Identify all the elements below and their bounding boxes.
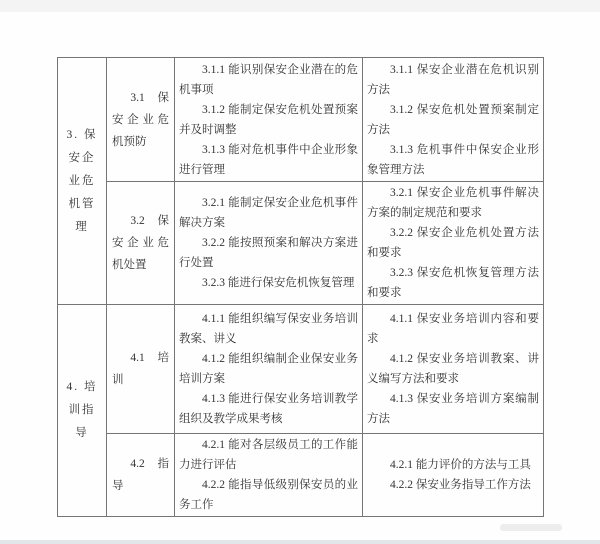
knowledge-item: 4.2.2 保安业务指导工作方法	[390, 479, 531, 491]
scan-artifact	[500, 524, 562, 531]
skill-item: 4.1.3 能进行保安业务培训教学组织及教学成果考核	[179, 393, 358, 425]
knowledge-cell-3-1	[363, 58, 544, 182]
task-label: 4.1 培训	[112, 352, 169, 386]
knowledge-item: 3.1.2 保安危机处置预案制定方法	[367, 103, 539, 136]
knowledge-item: 4.1.3 保安业务培训方案编制方法	[367, 393, 539, 425]
knowledge-cell-3-2	[363, 182, 544, 305]
skill-item: 3.2.1 能制定保安企业危机事件解决方案	[179, 197, 358, 229]
skill-item: 3.2.3 能进行保安危机恢复管理	[202, 277, 355, 289]
skill-item: 3.1.3 能对危机事件中企业形象进行管理	[179, 143, 358, 176]
skill-item: 4.1.1 能组织编写保安业务培训教案、讲义	[179, 313, 358, 345]
knowledge-cell-4-1	[363, 305, 544, 434]
skill-item: 4.2.1 能对各层级员工的工作能力进行评估	[179, 439, 358, 471]
skill-item: 3.2.2 能按照预案和解决方案进行处置	[179, 237, 358, 269]
skill-item: 3.1.1 能识别保安企业潜在的危机事项	[179, 63, 358, 96]
task-label: 4.2 指导	[112, 458, 169, 492]
table-row	[58, 434, 544, 517]
task-cell-4-1	[107, 305, 175, 434]
scan-top-band	[0, 0, 600, 12]
knowledge-item: 4.2.1 能力评价的方法与工具	[390, 459, 531, 471]
function-cell-training-guidance: 4. 培训指导	[58, 305, 107, 517]
skills-cell-4-2	[175, 434, 363, 517]
knowledge-item: 4.1.1 保安业务培训内容和要求	[367, 313, 539, 345]
table-row	[58, 182, 544, 305]
task-cell-3-1	[107, 58, 175, 182]
knowledge-item: 3.1.1 保安企业潜在危机识别方法	[367, 63, 539, 96]
task-cell-3-2	[107, 182, 175, 305]
skill-requirements-table	[57, 57, 544, 517]
skills-cell-3-2	[175, 182, 363, 305]
knowledge-item: 4.1.2 保安业务培训教案、讲义编写方法和要求	[367, 353, 539, 385]
knowledge-cell-4-2	[363, 434, 544, 517]
knowledge-item: 3.1.3 危机事件中保安企业形象管理方法	[367, 143, 539, 176]
skill-item: 4.1.2 能组织编制企业保安业务培训方案	[179, 353, 358, 385]
skill-item: 4.2.2 能指导低级别保安员的业务工作	[179, 479, 358, 511]
function-cell-crisis-management: 3. 保安企业危机管理	[58, 58, 107, 305]
knowledge-item: 3.2.2 保安企业危机处置方法和要求	[367, 227, 539, 259]
task-cell-4-2	[107, 434, 175, 517]
table-row	[58, 58, 544, 182]
skills-cell-4-1	[175, 305, 363, 434]
scan-bottom-edge	[0, 540, 600, 544]
table-row	[58, 305, 544, 434]
skills-cell-3-1	[175, 58, 363, 182]
skill-item: 3.1.2 能制定保安危机处置预案并及时调整	[179, 103, 358, 136]
knowledge-item: 3.2.1 保安企业危机事件解决方案的制定规范和要求	[367, 187, 539, 219]
task-label: 3.1 保安企业危机预防	[112, 91, 169, 148]
knowledge-item: 3.2.3 保安危机恢复管理方法和要求	[367, 267, 539, 299]
task-label: 3.2 保安企业危机处置	[112, 215, 169, 271]
